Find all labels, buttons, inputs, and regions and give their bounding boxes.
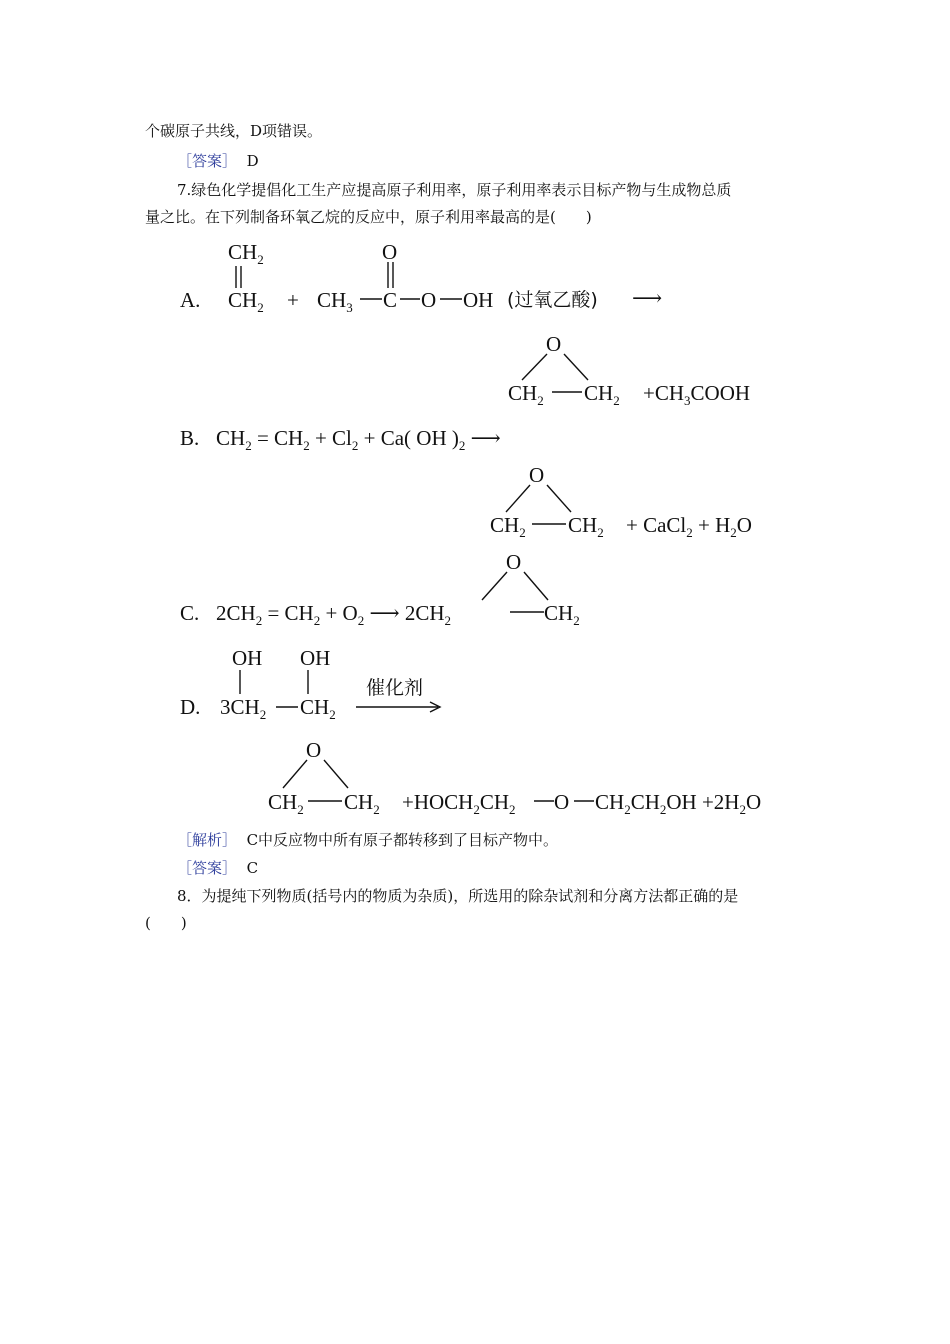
option-a-ch2-top: $CH_2$: [228, 240, 264, 267]
question-7-line-2: 量之比。在下列制备环氧乙烷的反应中，原子利用率最高的是( ): [145, 208, 592, 226]
option-a-ch3: $CH_3$: [317, 288, 353, 315]
question-8-line-1: 8．为提纯下列物质(括号内的物质为杂质)，所选用的除杂试剂和分离方法都正确的是: [177, 887, 739, 905]
option-b-extra-products: + CaCl$_2$ + $H_2O$: [626, 513, 752, 540]
answer-tag: ［答案］: [177, 152, 238, 170]
option-c-label: C.: [180, 601, 200, 625]
option-a-plus: +: [287, 288, 299, 312]
option-d-byproduct-o: O: [554, 790, 570, 814]
option-a-label: A.: [180, 288, 201, 312]
option-d-oh-right: OH: [300, 646, 331, 670]
explanation-tag: ［解析］: [177, 831, 238, 849]
option-d-oh-left: OH: [232, 646, 263, 670]
option-d-byproduct-a: $+HOCH_2CH_2$: [402, 790, 516, 817]
option-a-arrow: ⟶: [632, 286, 663, 310]
text-line: 个碳原子共线，D项错误。: [145, 122, 323, 140]
option-b-label: B.: [180, 426, 200, 450]
option-b-epoxide-ch2-right: $CH_2$: [568, 513, 604, 540]
option-b-epoxide-ch2-left: $CH_2$: [490, 513, 526, 540]
option-b-equation: $CH_2 = CH_2 + Cl_2 + Ca$( OH )$_2$ ⟶: [216, 426, 501, 453]
option-d-epoxide-ch2-right: $CH_2$: [344, 790, 380, 817]
option-b-epoxide-o: O: [529, 463, 545, 487]
option-d-reactant-right: $CH_2$: [300, 695, 336, 722]
option-c-equation: $2CH_2 = CH_2 + O_2$ ⟶ $2CH_2$: [216, 601, 451, 628]
option-c-epoxide-o: O: [506, 550, 522, 574]
option-a-ch2-bottom: $CH_2$: [228, 288, 264, 315]
option-c-epoxide-ch2-right: $CH_2$: [544, 601, 580, 628]
explanation-text: C中反应物中所有原子都转移到了目标产物中。: [246, 831, 559, 849]
option-d-label: D.: [180, 695, 201, 719]
option-a-oxygen-top: O: [382, 240, 398, 264]
option-a-epoxide-ch2-left: $CH_2$: [508, 381, 544, 408]
option-a-epoxide-ch2-right: $CH_2$: [584, 381, 620, 408]
explanation-line: [177, 830, 558, 850]
option-d-catalyst: 催化剂: [366, 677, 424, 699]
answer-tag-2: ［答案］: [177, 859, 238, 877]
option-a-oxygen: O: [421, 288, 437, 312]
answer-line-2: [177, 858, 258, 878]
question-7-line-1: 7.绿色化学提倡化工生产应提高原子利用率，原子利用率表示目标产物与生成物总质: [177, 181, 732, 199]
option-d-byproduct-b: $CH_2CH_2OH +2H_2O$: [595, 790, 762, 817]
question-8-line-2: ( ): [145, 914, 187, 932]
option-a-oh: OH: [463, 288, 494, 312]
option-a-name: (过氧乙酸): [507, 289, 598, 311]
option-d-epoxide-ch2-left: $CH_2$: [268, 790, 304, 817]
option-d-epoxide-o: O: [306, 738, 322, 762]
answer-value-2: C: [246, 859, 259, 877]
option-a-epoxide-o: O: [546, 332, 562, 356]
answer-value: D: [246, 152, 259, 170]
option-a-carbon: C: [383, 288, 398, 312]
option-d-reactant-left: $3CH_2$: [220, 695, 267, 722]
option-a-extra-product: $+CH_3COOH$: [643, 381, 751, 408]
